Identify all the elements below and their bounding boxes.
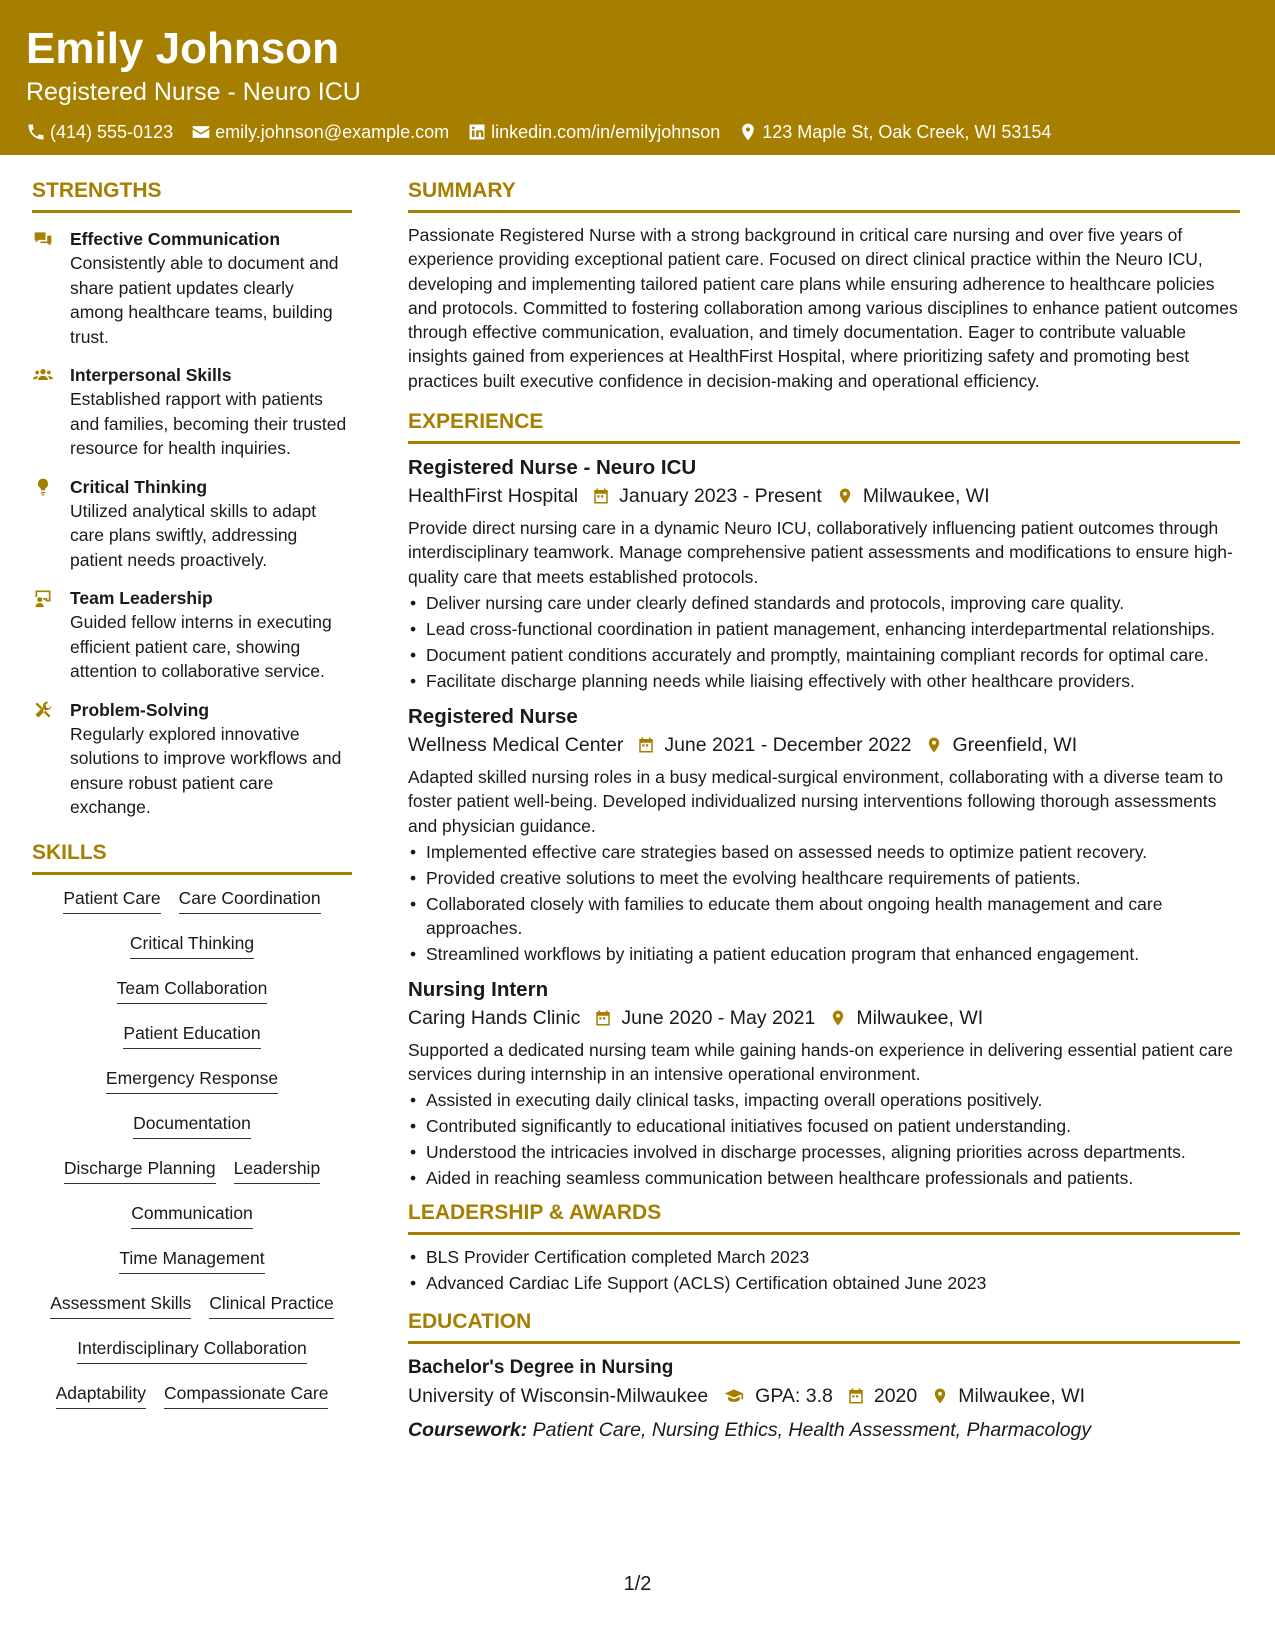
- job-meta: [408, 1004, 1240, 1032]
- skill-tag: Compassionate Care: [164, 1382, 328, 1409]
- school-name: University of Wisconsin-Milwaukee: [408, 1385, 709, 1408]
- summary-text: Passionate Registered Nurse with a strong background in critical care nursing and over five years of experience providing exceptional patient care. Focused on direct clinical practice within the Neuro ICU, developing and implementing tailored patient care plans while ensuring adherence to healthcare policies and protocols. Committed to fostering collaboration among various disciplines to enhance patient outcomes through effective communication, evaluation, and timely documentation. Eager to contribute valuable insights gained from experiences at HealthFirst Hospital, where prioritizing safety and promoting best practices built executive confidence in decision-making and operational efficiency.: [408, 225, 1238, 391]
- address-text: 123 Maple St, Oak Creek, WI 53154: [762, 122, 1052, 142]
- gpa: GPA: 3.8: [755, 1385, 833, 1408]
- bullet-item: • Implemented effective care strategies based on assessed needs to optimize patient recovery.: [408, 840, 1240, 864]
- awards-list: [408, 1245, 1240, 1295]
- skill-tag: Adaptability: [56, 1382, 146, 1409]
- skills-list: [32, 887, 352, 1427]
- calendar-icon: [594, 1008, 612, 1028]
- calendar-icon: [637, 735, 655, 755]
- job-location: Milwaukee, WI: [856, 1006, 984, 1029]
- education-heading: EDUCATION: [408, 1309, 1240, 1344]
- job-bullets: [408, 591, 1240, 693]
- skill-tag: Clinical Practice: [209, 1292, 333, 1319]
- comments-icon: [32, 229, 54, 249]
- graduation-year: 2020: [873, 1385, 918, 1408]
- candidate-name: Emily Johnson: [26, 24, 339, 73]
- job-description: Supported a dedicated nursing team while gaining hands-on experience in delivering essential patient care services during internship in an intensive operational environment.: [408, 1039, 1233, 1085]
- strengths-heading: STRENGTHS: [32, 178, 352, 213]
- job-location: Milwaukee, WI: [862, 485, 990, 508]
- map-marker-icon: [829, 1008, 847, 1028]
- job-entry: [408, 454, 1240, 693]
- tools-icon: [32, 700, 54, 720]
- bullet-item: • Deliver nursing care under clearly defined standards and protocols, improving care quality.: [408, 591, 1240, 615]
- skill-tag: Communication: [131, 1202, 253, 1229]
- candidate-title: Registered Nurse - Neuro ICU: [26, 78, 361, 106]
- skill-tag: Emergency Response: [106, 1067, 278, 1094]
- skill-tag: Time Management: [119, 1247, 264, 1274]
- strength-desc: Guided fellow interns in executing efficient patient care, showing attention to collaborative service.: [70, 612, 332, 681]
- contact-address: [738, 120, 1051, 144]
- skill-tag: Care Coordination: [179, 887, 321, 914]
- coursework-label: Coursework:: [408, 1419, 528, 1442]
- job-bullets: [408, 1088, 1240, 1190]
- page-number: 1/2: [623, 1573, 652, 1595]
- users-icon: [32, 365, 54, 385]
- job-entry: [408, 976, 1240, 1191]
- job-meta: [408, 731, 1240, 759]
- map-marker-icon: [925, 735, 943, 755]
- job-description: Adapted skilled nursing roles in a busy medical-surgical environment, collaborating with a diverse team to foster patient well-being. Developed individualized nursing interventions following thorough assessments and physician guidance.: [408, 766, 1224, 836]
- education-location: Milwaukee, WI: [958, 1385, 1086, 1408]
- email-text: emily.johnson@example.com: [215, 122, 450, 142]
- coursework: [408, 1416, 1240, 1444]
- job-bullets: [408, 840, 1240, 966]
- strength-title: Problem-Solving: [70, 699, 210, 720]
- job-entry: [408, 703, 1240, 966]
- contact-phone[interactable]: [26, 120, 173, 144]
- coursework-list: Patient Care, Nursing Ethics, Health Assessment, Pharmacology: [532, 1419, 1092, 1442]
- job-location: Greenfield, WI: [952, 733, 1078, 756]
- map-marker-icon: [738, 122, 758, 142]
- award-item: • Advanced Cardiac Life Support (ACLS) Certification obtained June 2023: [408, 1271, 1240, 1295]
- bullet-item: • Collaborated closely with families to educate them about ongoing health management and care approaches.: [408, 892, 1240, 940]
- skills-heading: SKILLS: [32, 840, 352, 875]
- left-column: [32, 178, 352, 1427]
- phone-text: (414) 555-0123: [50, 122, 174, 142]
- skill-tag: Leadership: [234, 1157, 321, 1184]
- strength-title: Team Leadership: [70, 588, 213, 608]
- strength-title: Effective Communication: [70, 229, 281, 249]
- job-title: Nursing Intern: [408, 977, 549, 1001]
- bullet-item: • Provided creative solutions to meet the evolving healthcare requirements of patients.: [408, 866, 1240, 890]
- teacher-icon: [32, 588, 54, 608]
- strength-item: [32, 698, 352, 820]
- bullet-item: • Contributed significantly to educational initiatives focused on patient understanding.: [408, 1114, 1240, 1138]
- degree-title: Bachelor's Degree in Nursing: [408, 1357, 674, 1379]
- skill-tag: Discharge Planning: [64, 1157, 216, 1184]
- job-description: Provide direct nursing care in a dynamic Neuro ICU, collaboratively influencing patient outcomes through interdisciplinary teamwork. Manage comprehensive patient assessments and modifications to ensure high-quality care that meets established protocols.: [408, 518, 1233, 587]
- strength-desc: Established rapport with patients and families, becoming their trusted resource for health inquiries.: [70, 389, 347, 458]
- skill-tag: Assessment Skills: [50, 1292, 191, 1319]
- skill-tag: Team Collaboration: [117, 977, 268, 1004]
- strength-title: Interpersonal Skills: [70, 365, 232, 385]
- skill-tag: Critical Thinking: [130, 932, 254, 959]
- summary-heading: SUMMARY: [408, 178, 1240, 213]
- job-dates: January 2023 - Present: [619, 485, 822, 508]
- job-meta: [408, 482, 1240, 510]
- calendar-icon: [592, 486, 610, 506]
- bullet-item: • Aided in reaching seamless communication between healthcare professionals and patients.: [408, 1166, 1240, 1190]
- strength-item: [32, 227, 352, 349]
- contact-linkedin[interactable]: [467, 120, 720, 144]
- graduation-cap-icon: [722, 1386, 746, 1406]
- phone-icon: [26, 122, 46, 142]
- strength-title: Critical Thinking: [70, 476, 208, 497]
- bullet-item: • Streamlined workflows by initiating a patient education program that enhanced engagement.: [408, 942, 1240, 966]
- job-company: Caring Hands Clinic: [408, 1006, 581, 1029]
- skill-tag: Documentation: [133, 1112, 251, 1139]
- lightbulb-icon: [32, 477, 54, 497]
- strength-item: [32, 586, 352, 684]
- map-marker-icon: [931, 1386, 949, 1406]
- strength-desc: Utilized analytical skills to adapt care plans swiftly, addressing patient needs proactively.: [70, 500, 317, 570]
- education-meta: [408, 1382, 1240, 1410]
- awards-heading: LEADERSHIP & AWARDS: [408, 1200, 1240, 1235]
- bullet-item: • Lead cross-functional coordination in patient management, enhancing interdepartmental relationships.: [408, 617, 1240, 641]
- strength-desc: Consistently able to document and share patient updates clearly among healthcare teams, building trust.: [70, 253, 339, 347]
- skill-tag: Interdisciplinary Collaboration: [77, 1337, 307, 1364]
- envelope-icon: [191, 122, 211, 142]
- strength-item: [32, 475, 352, 573]
- contact-email[interactable]: [191, 120, 449, 144]
- linkedin-icon: [467, 122, 487, 142]
- right-column: [408, 178, 1240, 1444]
- job-dates: June 2020 - May 2021: [621, 1006, 816, 1029]
- resume-header: [0, 0, 1275, 155]
- job-company: HealthFirst Hospital: [408, 485, 579, 508]
- contact-info: [26, 120, 1249, 144]
- skill-tag: Patient Care: [63, 887, 160, 914]
- bullet-item: • Facilitate discharge planning needs while liaising effectively with other healthcare providers.: [408, 669, 1240, 693]
- award-item: • BLS Provider Certification completed March 2023: [408, 1245, 1240, 1269]
- job-dates: June 2021 - December 2022: [664, 733, 912, 756]
- experience-heading: EXPERIENCE: [408, 409, 1240, 444]
- job-title: Registered Nurse - Neuro ICU: [408, 456, 697, 480]
- job-title: Registered Nurse: [408, 704, 578, 728]
- linkedin-text: linkedin.com/in/emilyjohnson: [491, 122, 721, 142]
- strengths-list: [32, 227, 352, 820]
- bullet-item: • Assisted in executing daily clinical tasks, impacting overall operations positively.: [408, 1088, 1240, 1112]
- calendar-icon: [847, 1386, 865, 1406]
- job-company: Wellness Medical Center: [408, 733, 624, 756]
- strength-item: [32, 363, 352, 461]
- map-marker-icon: [836, 486, 854, 506]
- bullet-item: • Understood the intricacies involved in discharge processes, aligning priorities across departments.: [408, 1140, 1240, 1164]
- skill-tag: Patient Education: [123, 1022, 260, 1049]
- bullet-item: • Document patient conditions accurately and promptly, maintaining compliant records for optimal care.: [408, 643, 1240, 667]
- strength-desc: Regularly explored innovative solutions to improve workflows and ensure robust patient care exchange.: [70, 723, 342, 817]
